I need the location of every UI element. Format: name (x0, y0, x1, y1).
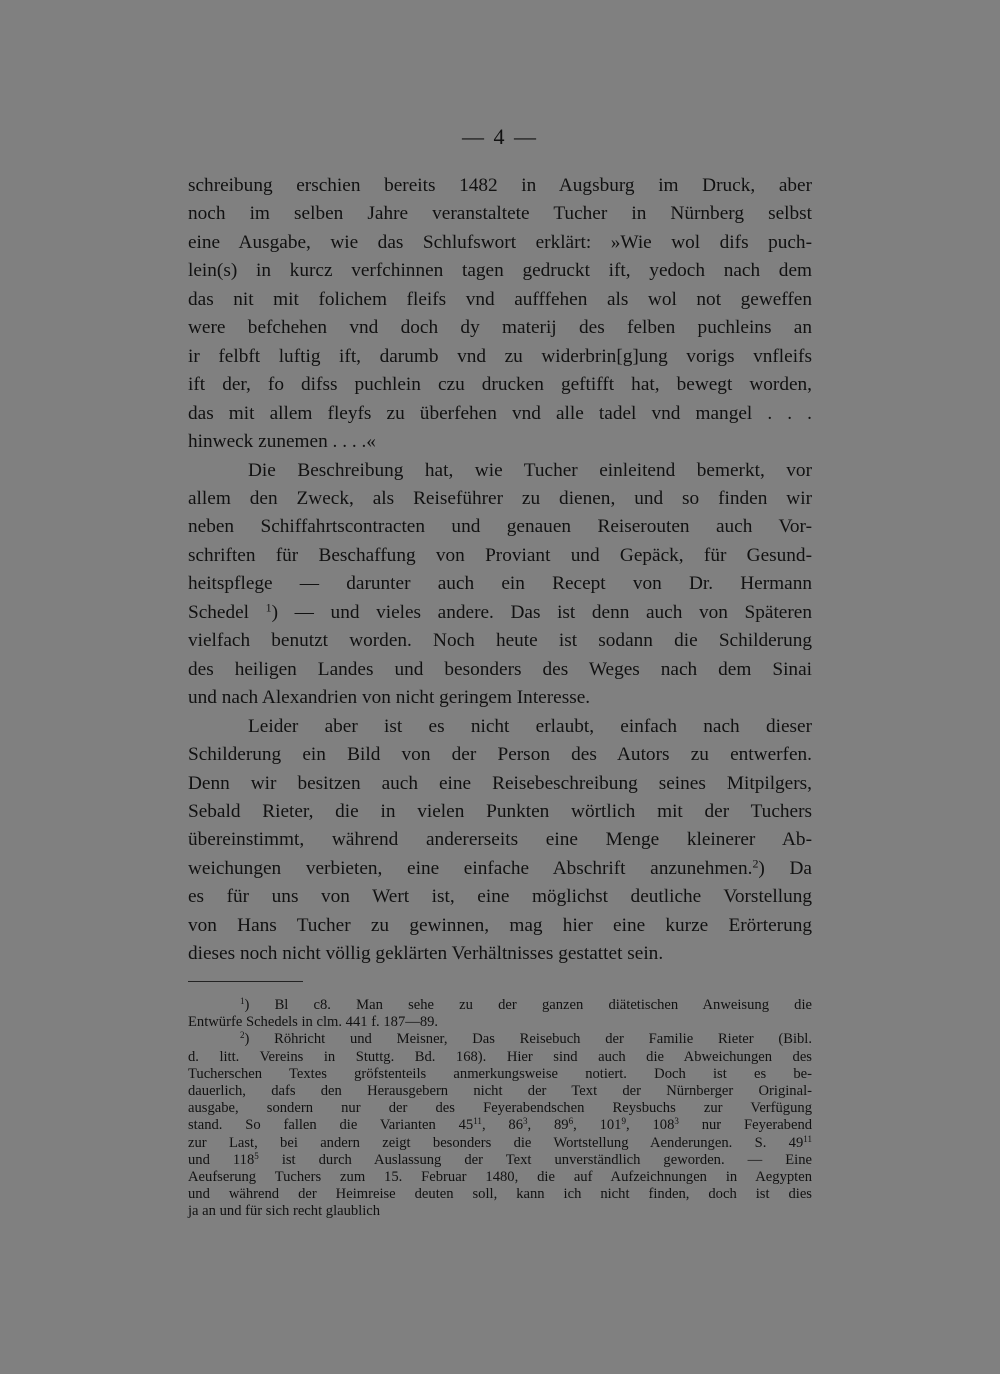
footnote-line (188, 1117, 812, 1134)
footnote-line (188, 997, 812, 1014)
text-fragment: ) Da (758, 857, 812, 879)
text-line: Denn wir besitzen auch eine Reisebeschreibung seines Mitpilgers, (188, 772, 812, 794)
superscript: 11 (473, 1116, 482, 1127)
text-line-with-footnote-ref (188, 599, 812, 627)
text-line: das mit allem fleyfs zu überfehen vnd alle tadel vnd mangel . . . (188, 402, 812, 424)
text-line: allem den Zweck, als Reiseführer zu dienen, und so finden wir (188, 487, 812, 509)
footnote-line (188, 1135, 812, 1152)
text-line: were befchehen vnd doch dy materij des felben puchleins an (188, 317, 812, 339)
text-line: des heiligen Landes und besonders des Weges nach dem Sinai (188, 658, 812, 680)
footnote-fragment: nur Feyerabend (678, 1117, 813, 1134)
text-line: das nit mit folichem fleifs vnd aufffehen als wol not geweffen (188, 288, 812, 310)
footnotes-block (188, 997, 812, 1221)
text-line: es für uns von Wert ist, eine möglichst deutliche Vorstellung (188, 886, 812, 908)
text-line: schriften für Beschaffung von Proviant und Gepäck, für Gesund- (188, 544, 812, 566)
text-line: von Hans Tucher zu gewinnen, mag hier eine kurze Erörterung (188, 914, 812, 936)
footnote-fragment: zur Last, bei andern zeigt besonders die Wortstellung Aenderungen. S. 49 (188, 1134, 804, 1151)
text-line-with-footnote-ref (188, 855, 812, 883)
text-line: Die Beschreibung hat, wie Tucher einleitend bemerkt, vor (248, 459, 812, 481)
footnote-fragment: und 118 (188, 1151, 255, 1168)
footnote-ref: 1 (265, 600, 272, 615)
text-line: heitspflege — darunter auch ein Recept von Dr. Hermann (188, 573, 812, 595)
superscript: 6 (568, 1116, 574, 1127)
footnote-line (188, 1152, 812, 1169)
main-text-block (188, 172, 812, 969)
footnote-line: ausgabe, sondern nur der des Feyerabendschen Reysbuchs zur Verfügung (188, 1100, 812, 1117)
text-line: übereinstimmt, während andererseits eine Menge kleinerer Ab- (188, 829, 812, 851)
text-line: und nach Alexandrien von nicht geringem Interesse. (188, 687, 591, 709)
text-line: ift der, fo difss puchlein czu drucken geftifft hat, bewegt worden, (188, 374, 812, 396)
footnote-fragment: ist durch Auslassung der Text unverständlich geworden. — Eine (258, 1151, 812, 1168)
footnote-line: und während der Heimreise deuten soll, kann ich nicht finden, doch ist dies (188, 1186, 812, 1203)
footnote-line: Entwürfe Schedels in clm. 441 f. 187—89. (188, 1014, 439, 1031)
text-fragment: ) — und vieles andere. Das ist denn auch von Späteren (271, 601, 812, 623)
text-line: schreibung erschien bereits 1482 in Augsburg im Druck, aber (188, 175, 812, 196)
footnote-fragment: stand. So fallen die Varianten 45 (188, 1117, 474, 1134)
superscript: 9 (621, 1116, 627, 1127)
footnote-marker: 1 (240, 996, 245, 1007)
footnote-line: ja an und für sich recht glaublich (188, 1203, 381, 1220)
superscript: 5 (254, 1150, 259, 1161)
footnote-line: Aeufserung Tuchers zum 15. Februar 1480, die auf Aufzeichnungen in Aegypten (188, 1169, 812, 1186)
footnote-fragment: , 89 (527, 1117, 569, 1134)
text-line: noch im selben Jahre veranstaltete Tucher in Nürnberg selbst (188, 203, 812, 225)
superscript: 11 (803, 1133, 812, 1144)
footnote-ref: 2 (752, 856, 759, 871)
text-line: hinweck zunemen . . . .« (188, 431, 376, 453)
text-line: neben Schiffahrtscontracten und genauen Reiserouten auch Vor- (188, 516, 812, 538)
text-line: Leider aber ist es nicht erlaubt, einfach nach dieser (248, 715, 812, 737)
footnote-line: d. litt. Vereins in Stuttg. Bd. 168). Hier sind auch die Abweichungen des (188, 1048, 812, 1065)
superscript: 3 (674, 1116, 679, 1127)
footnote-line: dauerlich, dafs den Herausgebern nicht der Text der Nürnberger Original- (188, 1083, 812, 1100)
text-fragment: weichungen verbieten, eine einfache Abschrift anzunehmen. (188, 857, 753, 879)
footnote-marker: 2 (240, 1030, 245, 1041)
footnote-line (188, 1031, 812, 1048)
page-number: — 4 — (462, 124, 538, 149)
footnote-fragment: ) Bl c8. Man sehe zu der ganzen diätetischen Anweisung die (244, 997, 812, 1013)
footnote-divider (188, 981, 303, 982)
text-fragment: Schedel (188, 601, 250, 623)
text-line: Sebald Rieter, die in vielen Punkten wörtlich mit der Tuchers (188, 800, 812, 822)
text-line: lein(s) in kurcz verfchinnen tagen gedruckt ift, yedoch nach dem (188, 260, 812, 282)
text-line: vielfach benutzt worden. Noch heute ist sodann die Schilderung (188, 630, 812, 652)
footnote-line: Tucherschen Textes gröfstenteils anmerkungsweise notiert. Doch ist es be- (188, 1065, 812, 1082)
footnote-fragment: , 108 (626, 1117, 675, 1134)
footnote-fragment: ) Röhricht und Meisner, Das Reisebuch der Familie Rieter (Bibl. (244, 1031, 812, 1048)
footnote-fragment: , 86 (481, 1117, 523, 1134)
text-line: dieses noch nicht völlig geklärten Verhältnisses gestattet sein. (188, 943, 664, 965)
superscript: 3 (523, 1116, 528, 1127)
text-line: eine Ausgabe, wie das Schlufswort erklärt: »Wie wol difs puch- (188, 231, 812, 253)
text-line: Schilderung ein Bild von der Person des Autors zu entwerfen. (188, 744, 812, 766)
footnote-fragment: , 101 (573, 1117, 622, 1134)
text-line: ir felbft luftig ift, darumb vnd zu widerbrin[g]ung vorigs vnfleifs (188, 345, 812, 367)
